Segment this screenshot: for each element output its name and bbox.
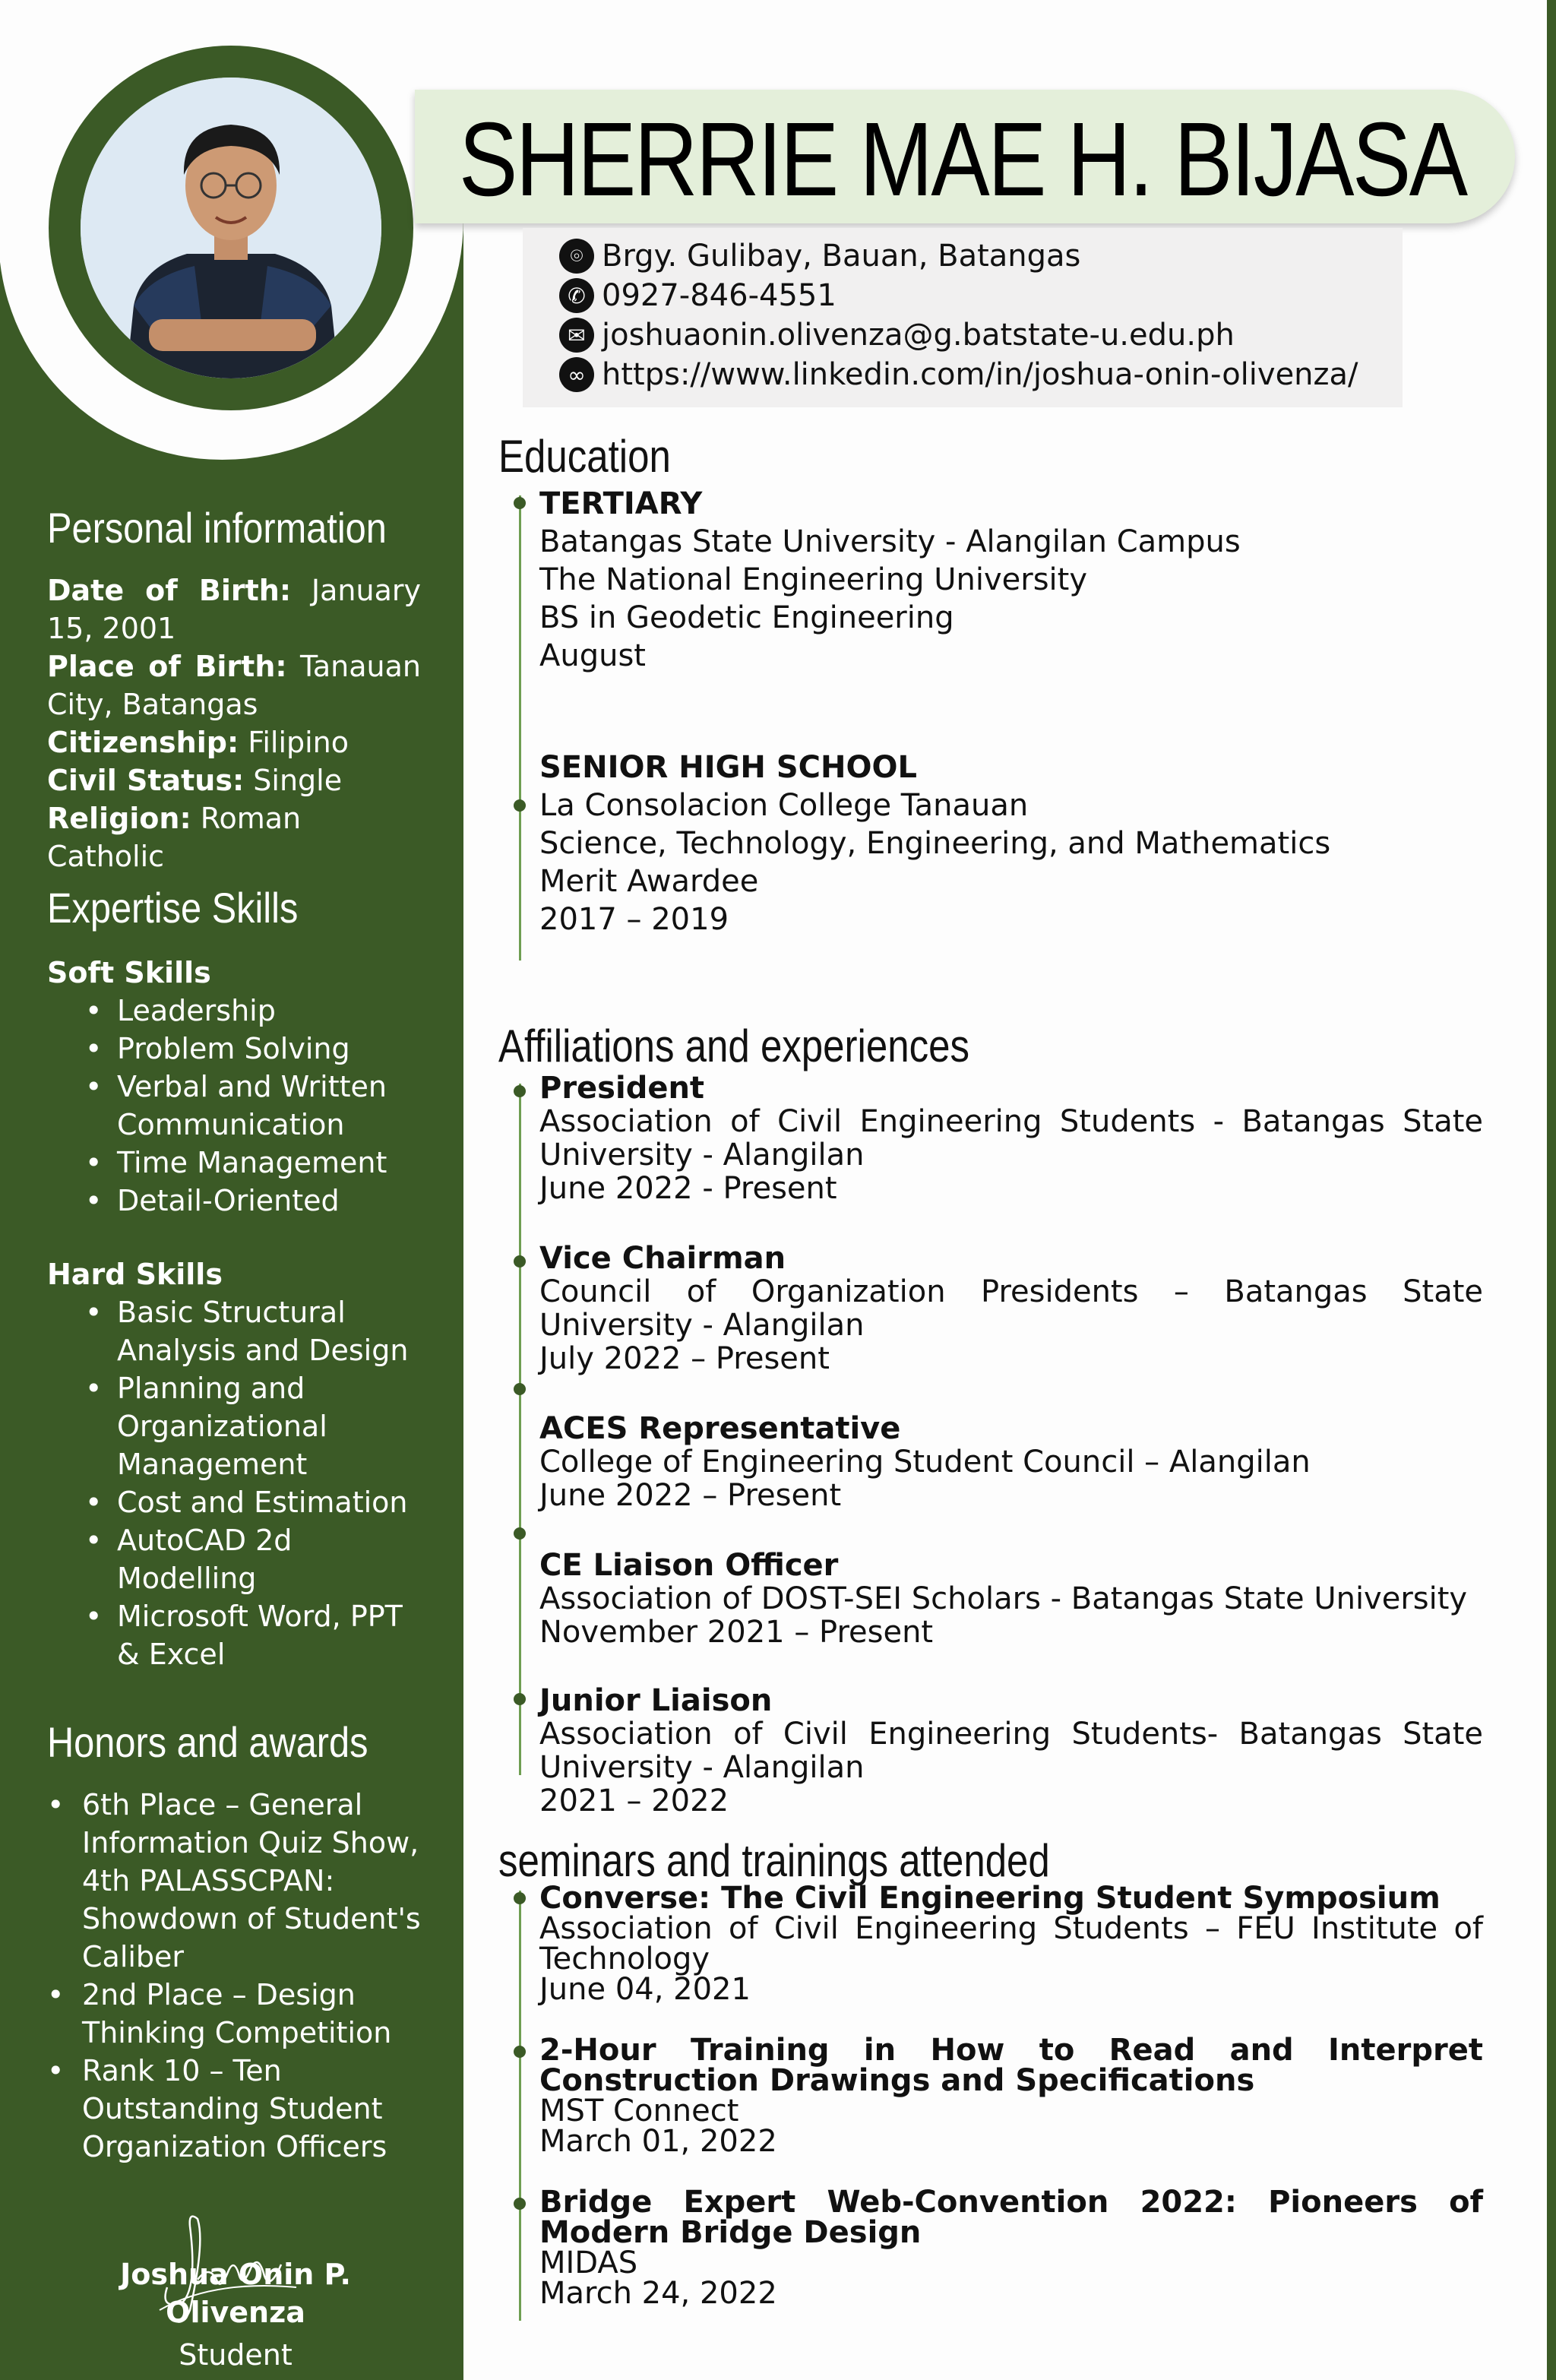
list-item: • Verbal and Written Communication [47,1068,427,1144]
list-item: • 6th Place – General Information Quiz Show, 4th PALASSCPAN: Showdown of Student's Caliber [47,1786,421,1976]
seminar-bridge-expert: Bridge Expert Web-Convention 2022: Pioneers of Modern Bridge Design MIDAS March 24, 2022 [539,2185,1483,2311]
affiliations-timeline [519,1084,521,1775]
timeline-dot [514,1255,526,1268]
seminars-heading: seminars and trainings attended [498,1835,1050,1886]
religion-line: Religion: Roman Catholic [47,802,302,873]
education-tertiary: TERTIARY Batangas State University - Alangilan Campus The National Engineering University BS in Geodetic Engineering August [539,486,1241,673]
education-timeline [519,495,521,961]
dob-line: Date of Birth: January 15, 2001 [47,574,421,645]
list-item: • Problem Solving [47,1030,427,1068]
seminar-converse: Converse: The Civil Engineering Student Symposium Association of Civil Engineering Students – FEU Institute of Technology June 04, 2021 [539,1881,1483,2007]
list-item: • Leadership [47,992,427,1030]
address-text: Brgy. Gulibay, Bauan, Batangas [602,239,1081,274]
profile-photo [81,78,381,378]
timeline-dot [514,497,526,509]
list-item: • AutoCAD 2d Modelling [47,1521,427,1597]
timeline-dot [514,799,526,812]
education-heading: Education [498,431,671,482]
civil-status-line: Civil Status: Single [47,764,343,797]
phone-icon: ✆ [559,278,594,313]
email-text: joshuaonin.olivenza@g.batstate-u.edu.ph [602,318,1235,353]
hard-skills-heading: Hard Skills [47,1258,223,1291]
link-icon: ∞ [559,357,594,392]
linkedin-text: https://www.linkedin.com/in/joshua-onin-olivenza/ [602,357,1358,392]
list-item: • Cost and Estimation [47,1483,427,1521]
soft-skills-list [47,992,427,1220]
affiliation-ce-liaison: CE Liaison Officer Association of DOST-SEI Scholars - Batangas State University November 2021 – Present [539,1548,1468,1650]
phone-text: 0927-846-4551 [602,278,837,313]
soft-skills-heading: Soft Skills [47,956,211,989]
education-senior-high: SENIOR HIGH SCHOOL La Consolacion College Tanauan Science, Technology, Engineering, and Mathematics Merit Awardee 2017 – 2019 [539,750,1331,937]
affiliation-aces-representative: ACES Representative College of Engineering Student Council – Alangilan June 2022 – Present [539,1411,1311,1513]
contact-email [559,316,1235,354]
email-icon: ✉ [559,318,594,353]
timeline-dot [514,1693,526,1705]
timeline-dot [514,1527,526,1540]
list-item: • Basic Structural Analysis and Design [47,1293,427,1369]
personal-info-heading: Personal information [47,504,387,552]
full-name: SHERRIE MAE H. BIJASA [459,101,1466,218]
right-border [1547,0,1556,2380]
timeline-dot [514,1085,526,1097]
seminar-construction-drawings: 2-Hour Training in How to Read and Interpret Construction Drawings and Specifications MST Connect March 01, 2022 [539,2033,1483,2159]
pob-line: Place of Birth: Tanauan City, Batangas [47,650,421,721]
list-item: • Rank 10 – Ten Outstanding Student Organization Officers [47,2052,421,2166]
timeline-dot [514,1383,526,1395]
signature-name: Joshua Onin P. Olivenza [120,2258,351,2329]
seminars-timeline [519,1891,521,2321]
honors-list [47,1786,421,2166]
affiliation-junior-liaison: Junior Liaison Association of Civil Engineering Students- Batangas State University - Alangilan 2021 – 2022 [539,1683,1483,1818]
personal-info [47,571,421,875]
list-item: • Time Management [47,1144,427,1182]
contact-linkedin [559,356,1358,394]
signature-role: Student [179,2338,293,2372]
list-item: • Planning and Organizational Management [47,1369,427,1483]
affiliation-vice-chairman: Vice Chairman Council of Organization Presidents – Batangas State University - Alangilan July 2022 – Present [539,1241,1483,1376]
location-pin-icon: ⌾ [559,239,594,274]
list-item: • Microsoft Word, PPT & Excel [47,1597,427,1673]
skills-heading: Expertise Skills [47,884,299,932]
contact-address [559,237,1080,275]
timeline-dot [514,1892,526,1904]
affiliations-heading: Affiliations and experiences [498,1021,969,1071]
citizenship-line: Citizenship: Filipino [47,726,349,759]
honors-heading: Honors and awards [47,1718,368,1766]
list-item: • Detail-Oriented [47,1182,427,1220]
list-item: • 2nd Place – Design Thinking Competition [47,1976,421,2052]
affiliation-president: President Association of Civil Engineering Students - Batangas State University - Alangilan June 2022 - Present [539,1071,1483,1206]
timeline-dot [514,2198,526,2210]
timeline-dot [514,2046,526,2058]
contact-phone [559,277,837,315]
hard-skills-list [47,1293,427,1673]
